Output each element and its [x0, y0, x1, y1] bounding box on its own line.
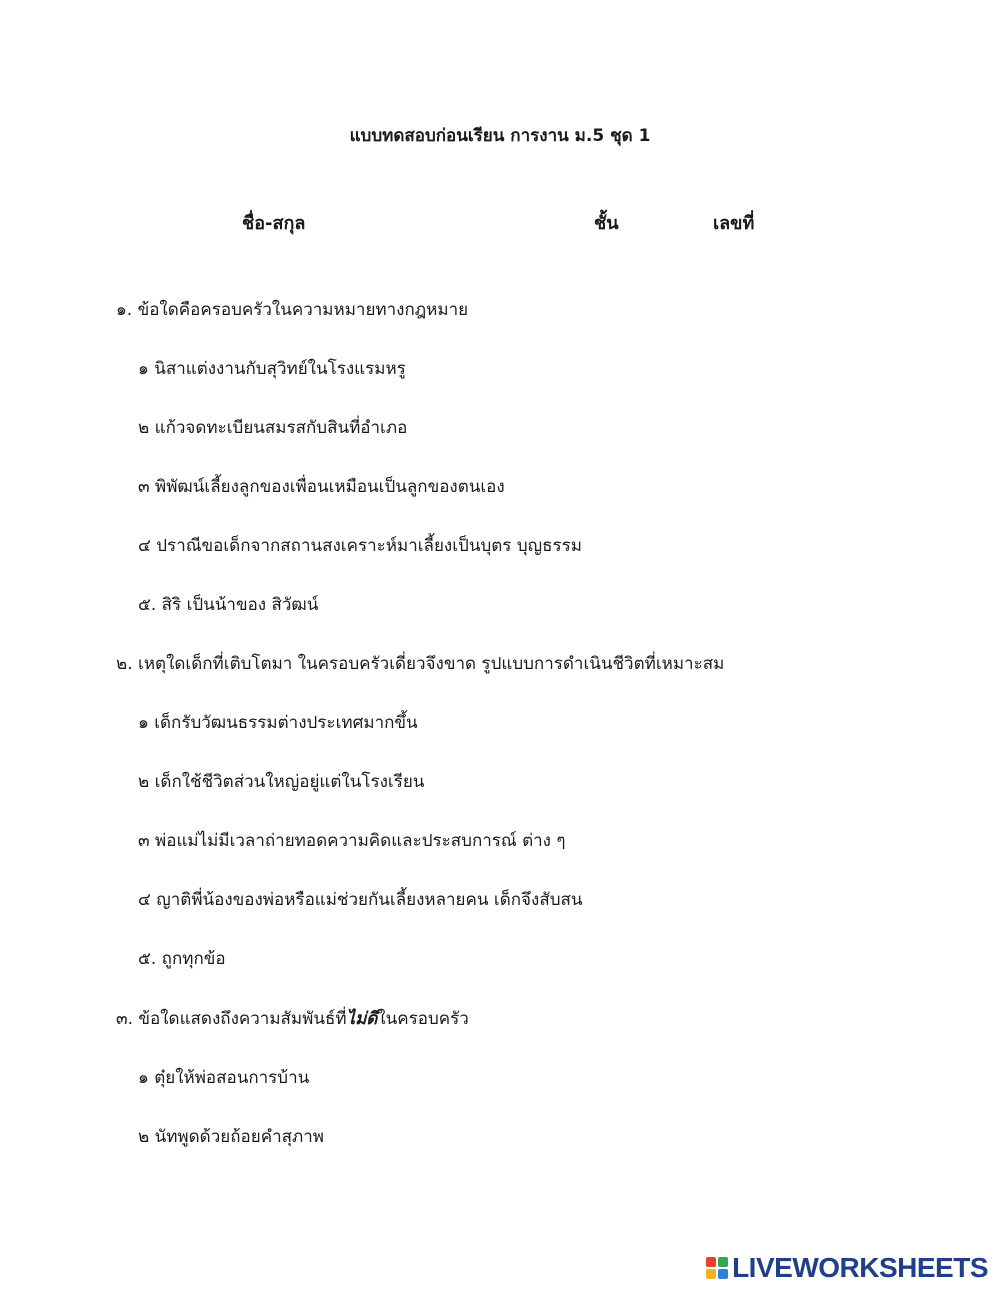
question-2-option-2: ๒ เด็กใช้ชีวิตส่วนใหญ่อยู่แต่ในโรงเรียน: [138, 772, 425, 792]
question-1-option-5: ๕. สิริ เป็นน้าของ สิวัฒน์: [138, 595, 319, 615]
question-3-emphasis: ไม่ดี: [346, 1009, 378, 1029]
question-2: ๒. เหตุใดเด็กที่เติบโตมา ในครอบครัวเดี่ยวจึงขาด รูปแบบการดำเนินชีวิตที่เหมาะสม: [116, 654, 725, 674]
logo-tile-4: [718, 1269, 728, 1279]
liveworksheets-logo-icon: [706, 1257, 728, 1279]
question-3-text-after: ในครอบครัว: [377, 1009, 469, 1029]
question-3: [116, 1005, 469, 1032]
question-3-text-before: ๓. ข้อใดแสดงถึงความสัมพันธ์ที่: [116, 1009, 347, 1029]
question-2-option-4: ๔ ญาติพี่น้องของพ่อหรือแม่ช่วยกันเลี้ยงหลายคน เด็กจึงสับสน: [138, 890, 583, 910]
question-2-option-3: ๓ พ่อแม่ไม่มีเวลาถ่ายทอดความคิดและประสบการณ์ ต่าง ๆ: [138, 831, 566, 851]
name-label: ชื่อ-สกุล: [242, 213, 306, 234]
question-2-option-1: ๑ เด็กรับวัฒนธรรมต่างประเทศมากขึ้น: [138, 713, 418, 733]
question-2-option-5: ๕. ถูกทุกข้อ: [138, 949, 226, 969]
number-label: เลขที่: [713, 213, 755, 234]
question-1-option-1: ๑ นิสาแต่งงานกับสุวิทย์ในโรงแรมหรู: [138, 359, 406, 379]
logo-tile-2: [718, 1257, 728, 1267]
question-3-option-1: ๑ ตุ๋ยให้พ่อสอนการบ้าน: [138, 1068, 310, 1088]
logo-tile-1: [706, 1257, 716, 1267]
question-3-option-2: ๒ นัทพูดด้วยถ้อยคำสุภาพ: [138, 1127, 324, 1147]
question-1-option-2: ๒ แก้วจดทะเบียนสมรสกับสินที่อำเภอ: [138, 418, 408, 438]
logo-tile-3: [706, 1269, 716, 1279]
question-1-option-3: ๓ พิพัฒน์เลี้ยงลูกของเพื่อนเหมือนเป็นลูกของตนเอง: [138, 477, 505, 497]
question-1: ๑. ข้อใดคือครอบครัวในความหมายทางกฎหมาย: [116, 300, 469, 320]
page-title: แบบทดสอบก่อนเรียน การงาน ม.5 ชุด 1: [349, 126, 651, 146]
liveworksheets-logo: [706, 1252, 988, 1284]
liveworksheets-logo-text: LIVEWORKSHEETS: [732, 1252, 988, 1283]
class-label: ชั้น: [594, 213, 619, 234]
question-1-option-4: ๔ ปราณีขอเด็กจากสถานสงเคราะห์มาเลี้ยงเป็นบุตร บุญธรรม: [138, 536, 582, 556]
